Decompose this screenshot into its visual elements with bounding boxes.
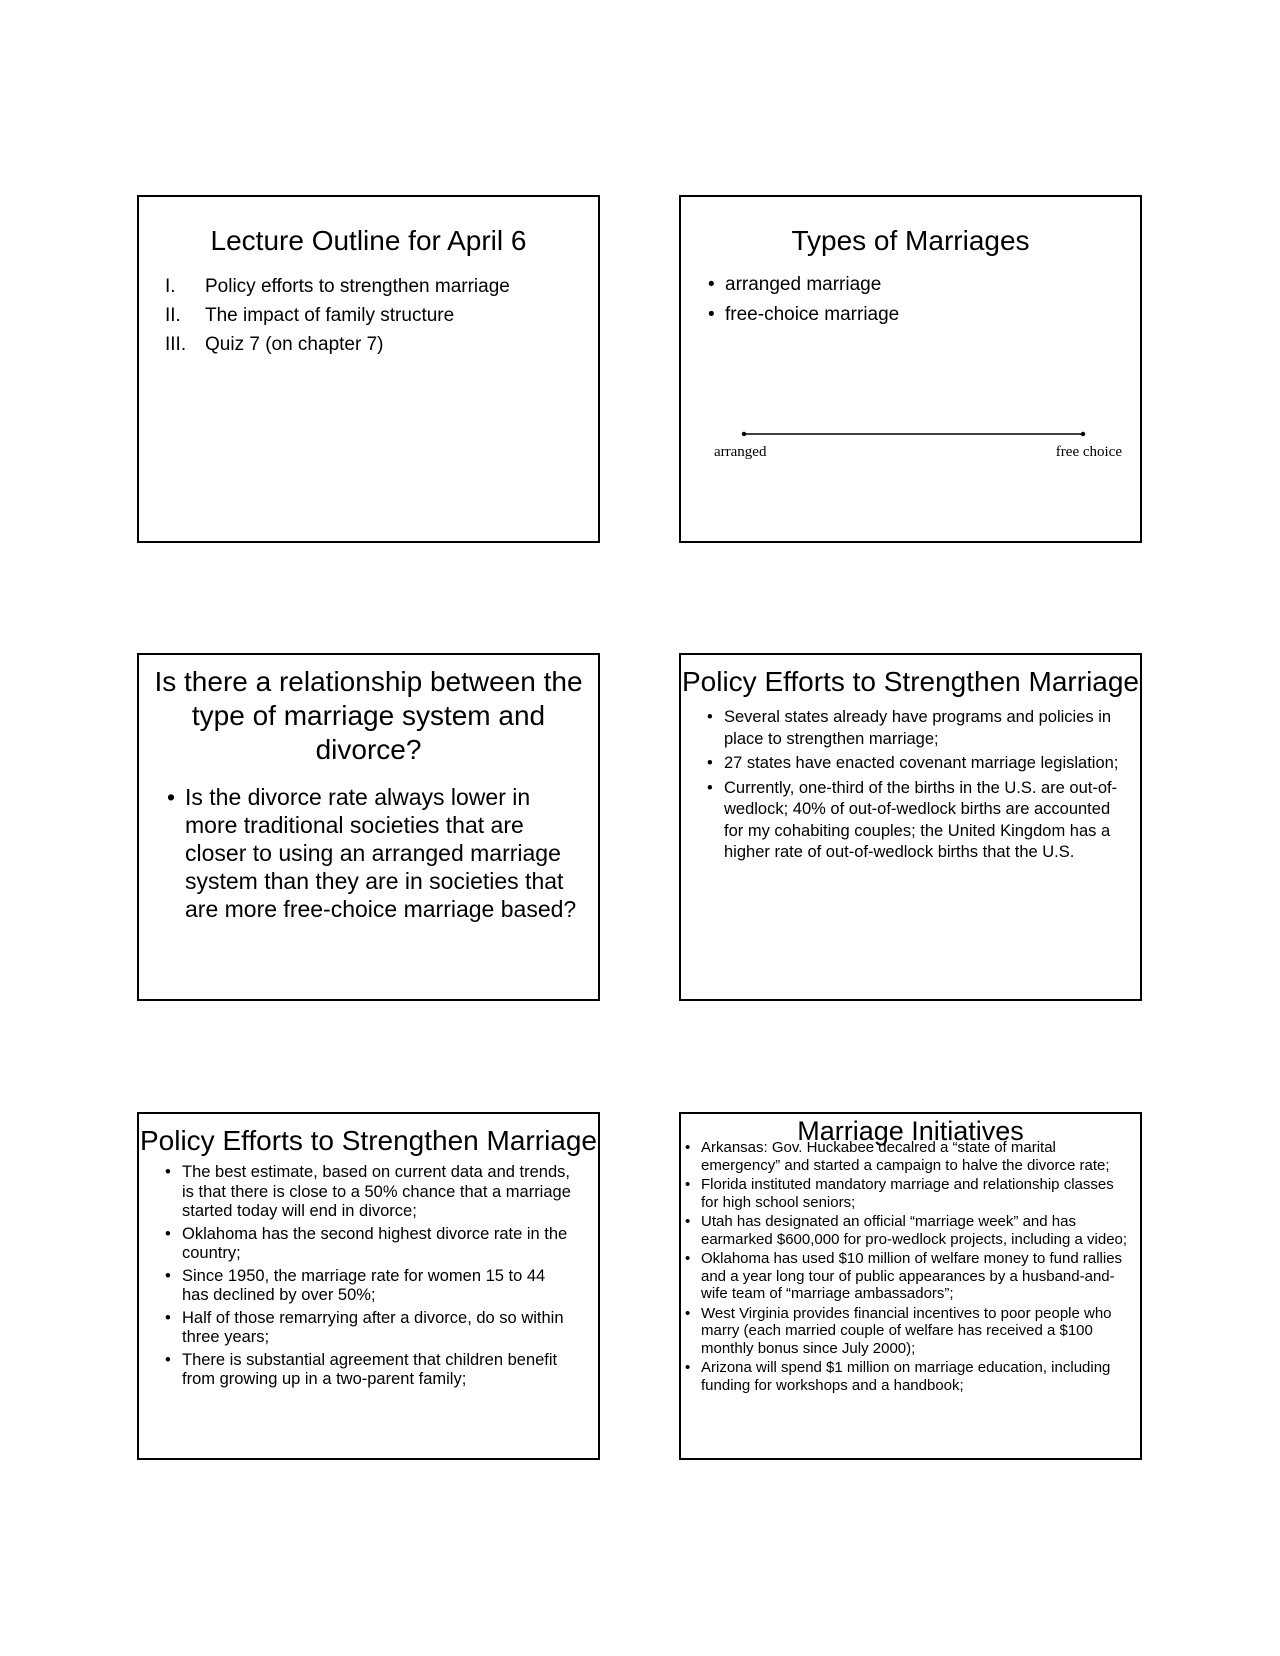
slide-marriage-initiatives <box>679 1112 1142 1460</box>
slide-policy-efforts-1 <box>679 653 1142 1001</box>
list-item: • The best estimate, based on current data and trends, is that there is close to a 50% chance that a marriage started today will end in divorce; <box>182 1163 574 1222</box>
list-item: • West Virginia provides financial incentives to poor people who marry (each married couple of welfare has received a $100 monthly bonus since July 2000); <box>701 1305 1134 1358</box>
slide-title: Policy Efforts to Strengthen Marriage <box>139 1125 598 1156</box>
list-item: • Oklahoma has used $10 million of welfare money to fund rallies and a year long tour of public appearances by a husband-and-wife team of “marriage ambassadors”; <box>701 1250 1134 1303</box>
list-item: • 27 states have enacted covenant marriage legislation; <box>724 753 1122 775</box>
list-numeral: I. <box>165 276 176 297</box>
spectrum-label-arranged: arranged <box>714 444 767 460</box>
list-text: Policy efforts to strengthen marriage <box>205 276 510 297</box>
bullet-list <box>182 1163 574 1390</box>
slide-relationship-question <box>137 653 600 1001</box>
list-item: • Is the divorce rate always lower in more traditional societies that are closer to using an arranged marriage system than they are in societies that are more free-choice marriage based? <box>185 783 584 923</box>
list-item: • Arizona will spend $1 million on marriage education, including funding for workshops and a handbook; <box>701 1359 1134 1394</box>
bullet-list <box>701 1139 1134 1394</box>
list-item: • Arkansas: Gov. Huckabee decalred a “state of marital emergency” and started a campaign to halve the divorce rate; <box>701 1139 1134 1174</box>
slide-policy-efforts-2 <box>137 1112 600 1460</box>
list-item <box>165 272 598 301</box>
list-item: • arranged marriage <box>725 270 1140 300</box>
list-item: • free-choice marriage <box>725 300 1140 330</box>
bullet-list <box>185 783 584 923</box>
list-item: • Utah has designated an official “marriage week” and has earmarked $600,000 for pro-wedlock projects, including a video; <box>701 1213 1134 1248</box>
list-item <box>165 330 598 359</box>
bullet-list <box>724 707 1122 864</box>
list-item: • Since 1950, the marriage rate for women 15 to 44 has declined by over 50%; <box>182 1267 574 1306</box>
slide-title: Lecture Outline for April 6 <box>210 225 527 256</box>
slide-lecture-outline <box>137 195 600 543</box>
list-item: • Half of those remarrying after a divorce, do so within three years; <box>182 1309 574 1348</box>
list-text: The impact of family structure <box>205 305 455 326</box>
spectrum-endpoint-right <box>1081 432 1085 436</box>
slide-types-of-marriages <box>679 195 1142 543</box>
slide-title: Policy Efforts to Strengthen Marriage <box>681 666 1140 697</box>
list-item: • Oklahoma has the second highest divorce rate in the country; <box>182 1225 574 1264</box>
list-item <box>165 301 598 330</box>
marriage-spectrum-line <box>681 197 1140 541</box>
list-item: • Florida instituted mandatory marriage and relationship classes for high school seniors; <box>701 1176 1134 1211</box>
list-item: • There is substantial agreement that children benefit from growing up in a two-parent family; <box>182 1351 574 1390</box>
slide-title: Types of Marriages <box>791 225 1030 256</box>
list-item: • Currently, one-third of the births in the U.S. are out-of-wedlock; 40% of out-of-wedlock births are accounted for my cohabiting couples; the United Kingdom has a higher rate of out-of-wedlock births that the U.S. <box>724 778 1122 864</box>
list-numeral: II. <box>165 305 181 326</box>
list-text: Quiz 7 (on chapter 7) <box>205 334 384 355</box>
slide-title: Marriage Initiatives <box>797 1116 1024 1146</box>
outline-list <box>165 272 598 359</box>
spectrum-endpoint-left <box>742 432 746 436</box>
list-numeral: III. <box>165 334 187 355</box>
list-item: • Several states already have programs and policies in place to strengthen marriage; <box>724 707 1122 750</box>
slide-title: Is there a relationship between the type of marriage system and divorce? <box>154 666 583 765</box>
spectrum-label-free-choice: free choice <box>1055 444 1122 460</box>
